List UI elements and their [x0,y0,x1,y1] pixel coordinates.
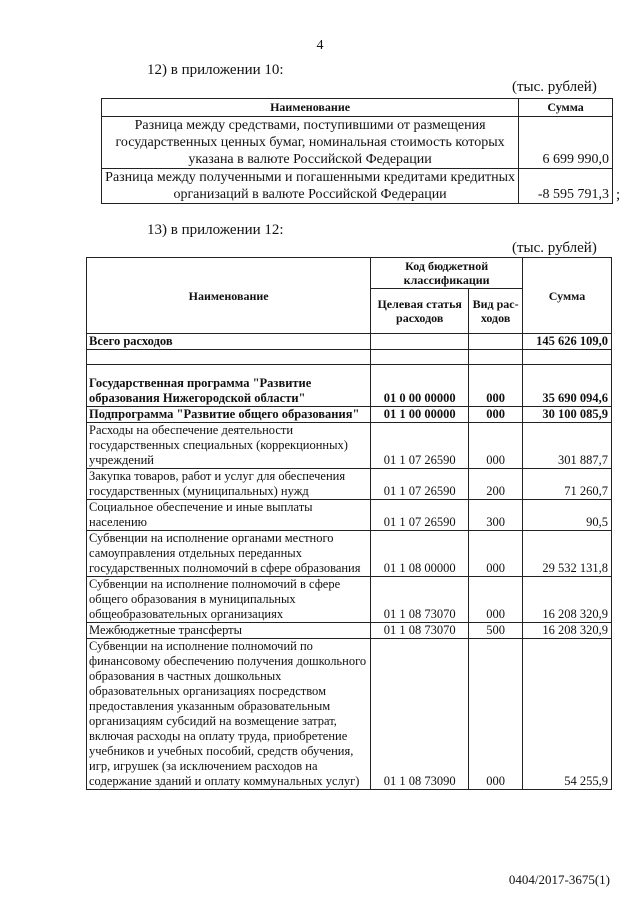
row-type: 000 [469,531,523,577]
row-type [469,334,523,350]
section-12-heading: 12) в приложении 10: [147,62,284,78]
row-code [371,350,469,365]
row-sum: 71 260,7 [523,469,612,500]
section-12-table [101,98,613,204]
row-code: 01 1 08 73070 [371,577,469,623]
row-name: Субвенции на исполнение органами местного самоуправления отдельных переданных государственных полномочий в сфере образования [87,531,371,577]
table-row-total [87,334,612,350]
row-sum [523,350,612,365]
row-sum: 16 208 320,9 [523,577,612,623]
table-row [87,577,612,623]
row-code: 01 1 08 73090 [371,639,469,790]
section-13-heading: 13) в приложении 12: [147,222,284,238]
row-code: 01 1 08 73070 [371,623,469,639]
col-header-sum: Сумма [523,258,612,334]
row-name: Закупка товаров, работ и услуг для обеспечения государственных (муниципальных) нужд [87,469,371,500]
table-header-row [102,99,613,117]
row-code: 01 0 00 00000 [371,365,469,407]
col-header-name: Наименование [102,99,519,117]
table-row [87,423,612,469]
table-row-empty [87,350,612,365]
row-sum: 90,5 [523,500,612,531]
table-row [87,469,612,500]
row-sum: 30 100 085,9 [523,407,612,423]
section-13-unit: (тыс. рублей) [512,240,597,256]
table-row [87,365,612,407]
row-type: 000 [469,365,523,407]
table-row [87,639,612,790]
col-header-code-group: Код бюджетной классификации [371,258,523,289]
row-name: Подпрограмма "Развитие общего образования" [87,407,371,423]
table-row [87,623,612,639]
row-name: Межбюджетные трансферты [87,623,371,639]
row-code: 01 1 07 26590 [371,500,469,531]
col-header-name: Наименование [87,258,371,334]
table-row [102,117,613,169]
row-code: 01 1 08 00000 [371,531,469,577]
row-type: 000 [469,407,523,423]
table-row [87,407,612,423]
col-header-sum: Сумма [519,99,613,117]
table-row [87,500,612,531]
page-number: 4 [316,38,324,53]
row-type: 000 [469,423,523,469]
col-header-type: Вид рас-ходов [469,289,523,334]
row-name: Разница между средствами, поступившими от размещения государственных ценных бумаг, номинальная стоимость которых указана в валюте Российской Федерации [102,117,519,169]
row-sum: 301 887,7 [523,423,612,469]
row-name: Разница между полученными и погашенными кредитами кредитных организаций в валюте Российской Федерации [102,169,519,204]
document-number-footer: 0404/2017-3675(1) [508,872,610,887]
row-type: 500 [469,623,523,639]
section-12-unit: (тыс. рублей) [512,79,597,95]
row-type: 200 [469,469,523,500]
row-code: 01 1 07 26590 [371,423,469,469]
row-name: Всего расходов [87,334,371,350]
row-sum: 29 532 131,8 [523,531,612,577]
row-sum: 35 690 094,6 [523,365,612,407]
row-name: Социальное обеспечение и иные выплаты населению [87,500,371,531]
row-code [371,334,469,350]
row-sum: -8 595 791,3 [519,169,613,204]
table-header-row [87,258,612,289]
row-code: 01 1 00 00000 [371,407,469,423]
row-code: 01 1 07 26590 [371,469,469,500]
trailing-semicolon: ; [616,187,621,203]
row-type: 000 [469,639,523,790]
row-name: Субвенции на исполнение полномочий по финансовому обеспечению получения дошкольного образования в частных дошкольных образовательных организациях посредством предоставления указанным образовательным организациям субсидий на возмещение затрат, включая расходы на оплату труда, приобретение учебников и учебных пособий, средств обучения, игр, игрушек (за исключением расходов на содержание зданий и оплату коммунальных услуг) [87,639,371,790]
row-name [87,350,371,365]
row-sum: 145 626 109,0 [523,334,612,350]
row-sum: 6 699 990,0 [519,117,613,169]
row-sum: 16 208 320,9 [523,623,612,639]
section-13-table [86,257,612,790]
table-row [102,169,613,204]
row-name: Субвенции на исполнение полномочий в сфере общего образования в муниципальных общеобразовательных организациях [87,577,371,623]
row-type: 000 [469,577,523,623]
row-type [469,350,523,365]
row-sum: 54 255,9 [523,639,612,790]
row-type: 300 [469,500,523,531]
row-name: Государственная программа "Развитие образования Нижегородской области" [87,365,371,407]
col-header-code: Целевая статья расходов [371,289,469,334]
row-name: Расходы на обеспечение деятельности государственных специальных (коррекционных) учреждений [87,423,371,469]
table-row [87,531,612,577]
